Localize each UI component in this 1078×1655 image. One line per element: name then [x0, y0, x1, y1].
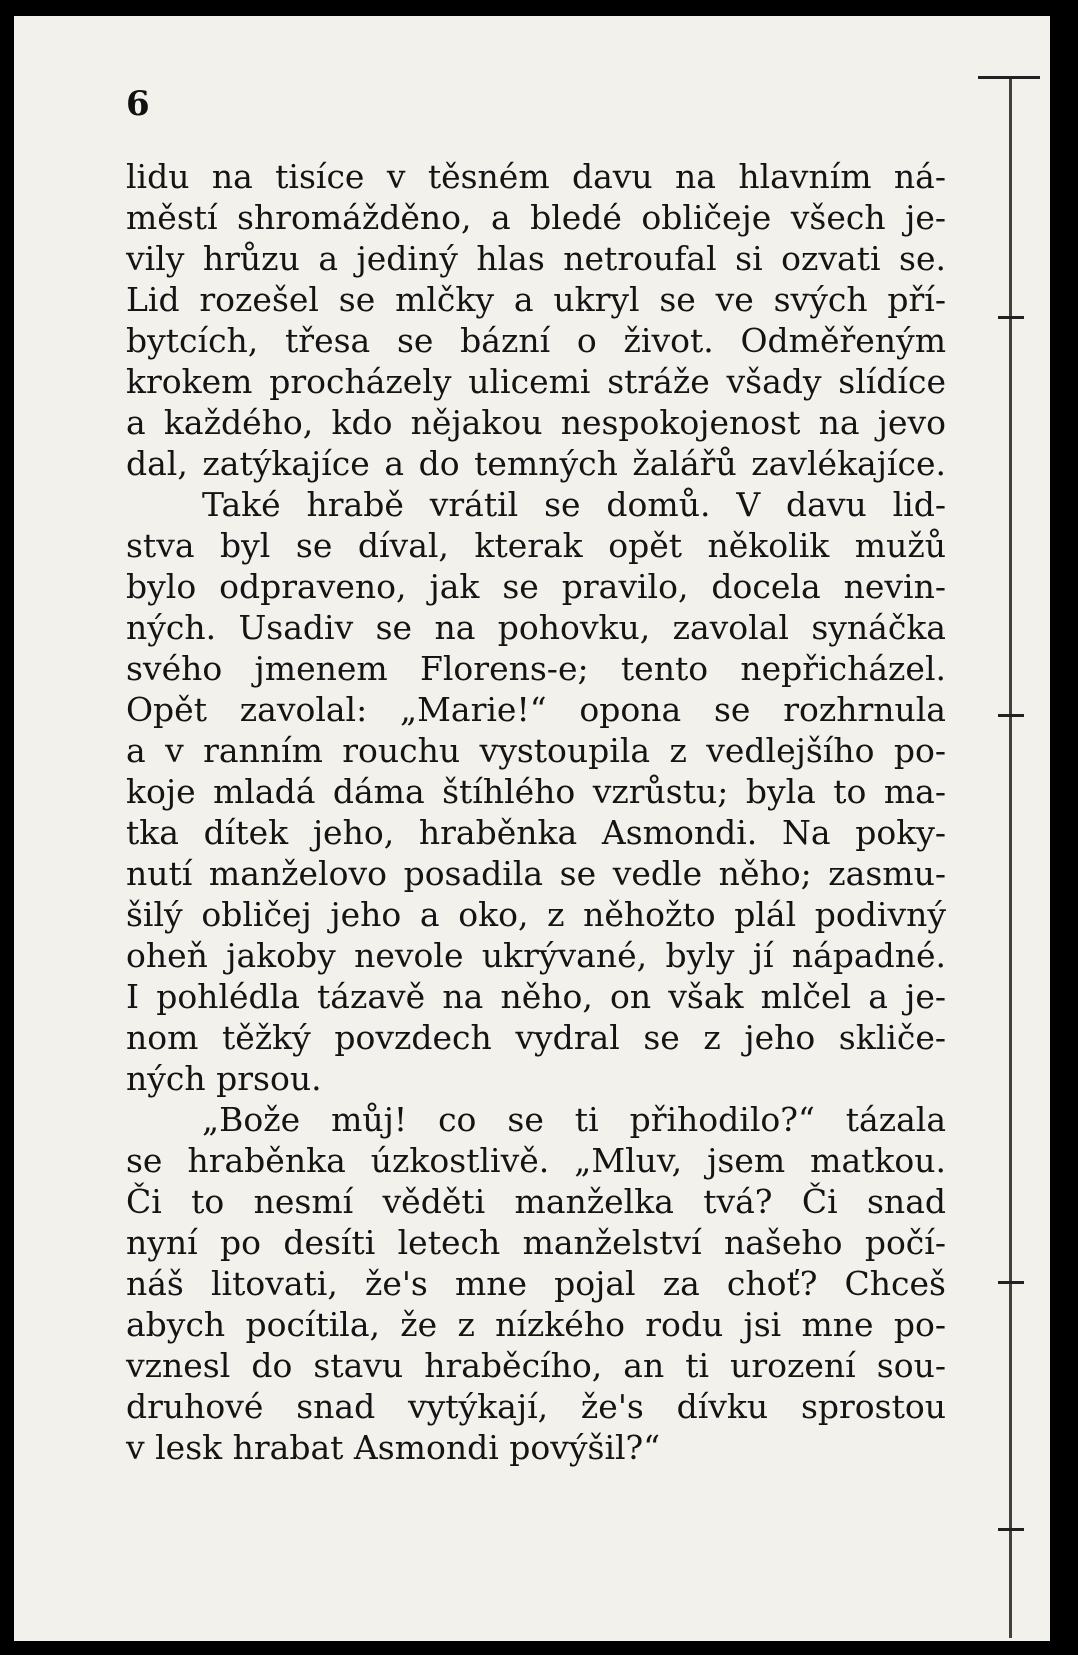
- text-line-content: a v ranním rouchu vystoupila z vedlejšího po-: [126, 731, 946, 770]
- text-line: [126, 525, 946, 566]
- text-line: [126, 1345, 946, 1386]
- text-line-content: krokem procházely ulicemi stráže všady slídíce: [126, 362, 946, 401]
- text-line: [126, 771, 946, 812]
- text-line-content: druhové snad vytýkají, že's dívku sprostou: [126, 1387, 946, 1426]
- text-line-content: vznesl do stavu hraběcího, an ti urození sou-: [126, 1346, 946, 1385]
- text-line-content: ných. Usadiv se na pohovku, zavolal synáčka: [126, 608, 946, 647]
- book-page: [14, 16, 1050, 1641]
- text-line-content: Opět zavolal: „Marie!“ opona se rozhrnula: [126, 690, 946, 729]
- text-line-content: Lid rozešel se mlčky a ukryl se ve svých pří-: [126, 280, 946, 319]
- text-line: [126, 1304, 946, 1345]
- text-line-content: a každého, kdo nějakou nespokojenost na jevo: [126, 403, 946, 442]
- text-line: [126, 1386, 946, 1427]
- text-line: [126, 1017, 946, 1058]
- text-line: [126, 607, 946, 648]
- text-line: [126, 156, 946, 197]
- text-line-content: oheň jakoby nevole ukrývané, byly jí nápadné.: [126, 936, 946, 975]
- text-line: [126, 1222, 946, 1263]
- text-line-content: šilý obličej jeho a oko, z něhožto plál podivný: [126, 895, 946, 934]
- text-line-content: nom těžký povzdech vydral se z jeho skliče-: [126, 1018, 946, 1057]
- text-line: [126, 1427, 946, 1468]
- text-line-content: v lesk hrabat Asmondi povýšil?“: [126, 1428, 661, 1467]
- text-line: [126, 443, 946, 484]
- body-text: [126, 156, 946, 1468]
- text-line-content: vily hrůzu a jediný hlas netroufal si ozvati se.: [126, 239, 946, 278]
- text-line-content: nyní po desíti letech manželství našeho počí-: [126, 1223, 946, 1262]
- text-line: [126, 484, 946, 525]
- margin-mark: [998, 316, 1024, 319]
- text-line: [126, 648, 946, 689]
- text-line-content: nutí manželovo posadila se vedle něho; zasmu-: [126, 854, 946, 893]
- margin-mark: [998, 1281, 1024, 1284]
- text-line-content: svého jmenem Florens-e; tento nepřicházel.: [126, 649, 946, 688]
- text-line: [126, 1058, 946, 1099]
- text-line: [126, 935, 946, 976]
- text-line-content: koje mladá dáma štíhlého vzrůstu; byla to ma-: [126, 772, 946, 811]
- text-line: [126, 320, 946, 361]
- text-line-content: městí shromážděno, a bledé obličeje všech je-: [126, 198, 946, 237]
- text-line: [126, 1099, 946, 1140]
- text-line: [126, 1263, 946, 1304]
- text-line: [126, 689, 946, 730]
- text-line: [126, 976, 946, 1017]
- text-line-content: ných prsou.: [126, 1059, 322, 1098]
- text-line-content: dal, zatýkajíce a do temných žalářů zavlékajíce.: [126, 444, 946, 483]
- text-line: [126, 1140, 946, 1181]
- text-line-content: „Bože můj! co se ti přihodilo?“ tázala: [202, 1100, 946, 1139]
- text-line-content: lidu na tisíce v těsném davu na hlavním ná-: [126, 157, 946, 196]
- page-number: 6: [126, 84, 150, 124]
- margin-rule: [1009, 78, 1012, 1638]
- text-line: [126, 197, 946, 238]
- text-line-content: se hraběnka úzkostlivě. „Mluv, jsem matkou.: [126, 1141, 946, 1180]
- text-line-content: Či to nesmí věděti manželka tvá? Či snad: [126, 1182, 946, 1221]
- text-line: [126, 238, 946, 279]
- text-line-content: tka dítek jeho, hraběnka Asmondi. Na poky-: [126, 813, 946, 852]
- text-line: [126, 894, 946, 935]
- text-line-content: abych pocítila, že z nízkého rodu jsi mne po-: [126, 1305, 946, 1344]
- text-line: [126, 279, 946, 320]
- text-line-content: náš litovati, že's mne pojal za choť? Chceš: [126, 1264, 946, 1303]
- text-line-content: stva byl se díval, kterak opět několik mužů: [126, 526, 946, 565]
- margin-mark: [998, 714, 1024, 717]
- text-line: [126, 402, 946, 443]
- text-line: [126, 566, 946, 607]
- text-line: [126, 1181, 946, 1222]
- text-line-content: I pohlédla tázavě na něho, on však mlčel a je-: [126, 977, 946, 1016]
- margin-mark: [998, 1528, 1024, 1531]
- text-line-content: Také hrabě vrátil se domů. V davu lid-: [202, 485, 946, 524]
- text-line-content: bytcích, třesa se bázní o život. Odměřeným: [126, 321, 946, 360]
- text-line: [126, 812, 946, 853]
- text-line: [126, 361, 946, 402]
- text-line: [126, 730, 946, 771]
- text-line: [126, 853, 946, 894]
- text-line-content: bylo odpraveno, jak se pravilo, docela nevin-: [126, 567, 946, 606]
